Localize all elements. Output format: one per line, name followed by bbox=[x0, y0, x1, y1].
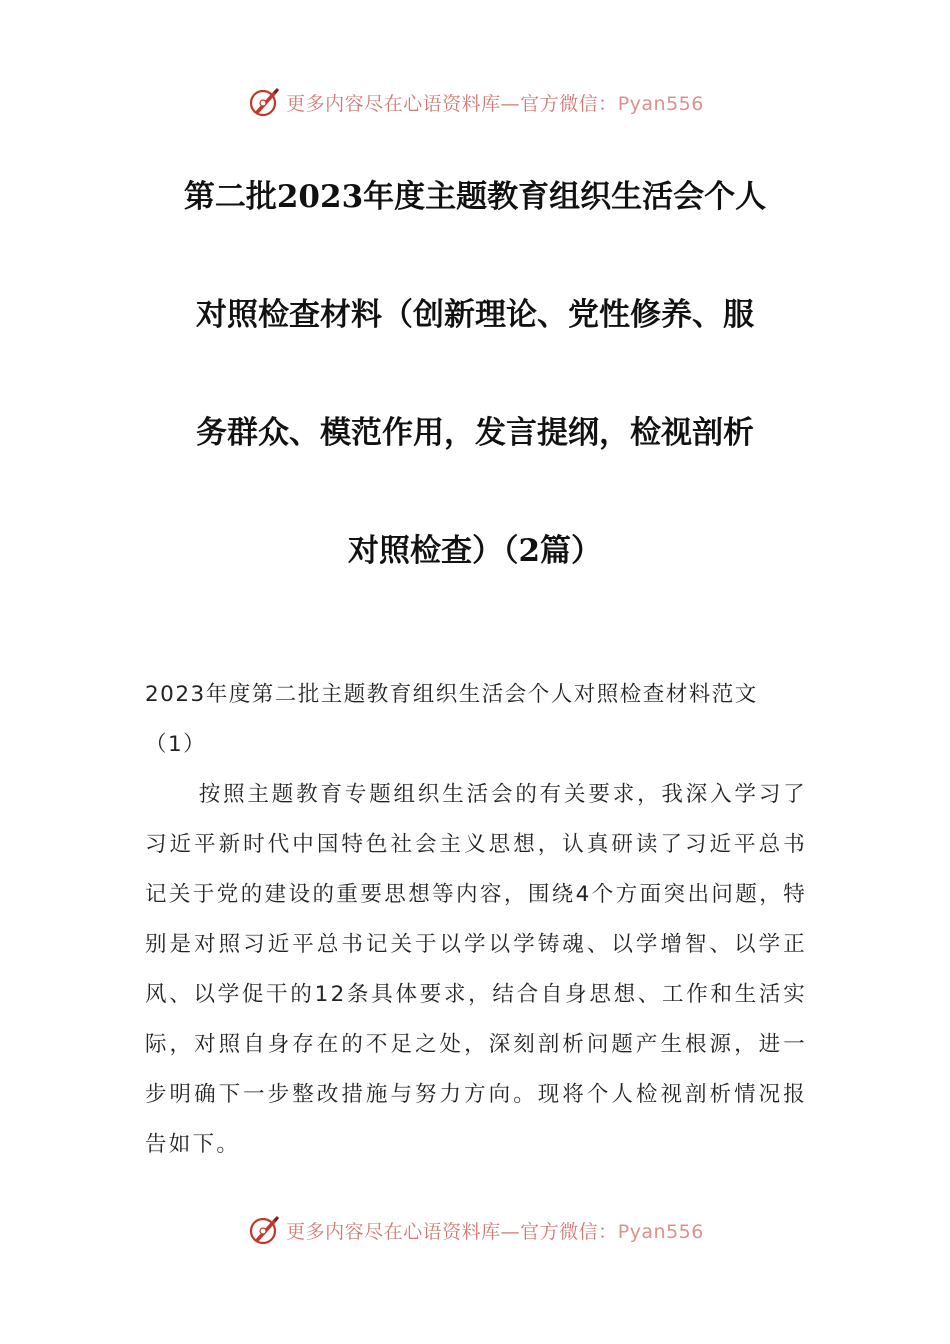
pen-circle-logo-icon bbox=[246, 84, 282, 120]
section-subtitle: 2023年度第二批主题教育组织生活会个人对照检查材料范文（1） bbox=[145, 682, 758, 757]
page-footer-watermark bbox=[0, 1210, 950, 1250]
pen-circle-logo-icon bbox=[246, 1212, 282, 1248]
title-line: 对照检查）（2篇） bbox=[347, 533, 603, 569]
page-header-watermark bbox=[0, 82, 950, 122]
title-line: 第二批2023年度主题教育组织生活会个人 bbox=[183, 179, 767, 215]
watermark-text: 更多内容尽在心语资料库—官方微信：Pyan556 bbox=[286, 1220, 704, 1243]
watermark-banner bbox=[246, 1212, 704, 1248]
title-line: 对照检查材料（创新理论、党性修养、服 bbox=[196, 297, 754, 333]
document-title bbox=[120, 164, 830, 636]
body-paragraph: 按照主题教育专题组织生活会的有关要求，我深入学习了习近平新时代中国特色社会主义思想，认真研读了习近平总书记关于党的建设的重要思想等内容，围绕4个方面突出问题，特别是对照习近平总书记关于以学以学铸魂、以学增智、以学正风、以学促干的12条具体要求，结合自身思想、工作和生活实际，对照自身存在的不足之处，深刻剖析问题产生根源，进一步明确下一步整改措施与努力方向。现将个人检视剖析情况报告如下。 bbox=[145, 782, 807, 1157]
title-line: 务群众、模范作用，发言提纲，检视剖析 bbox=[196, 415, 754, 451]
watermark-text: 更多内容尽在心语资料库—官方微信：Pyan556 bbox=[286, 92, 704, 115]
document-body bbox=[145, 670, 807, 1170]
watermark-banner bbox=[246, 84, 704, 120]
